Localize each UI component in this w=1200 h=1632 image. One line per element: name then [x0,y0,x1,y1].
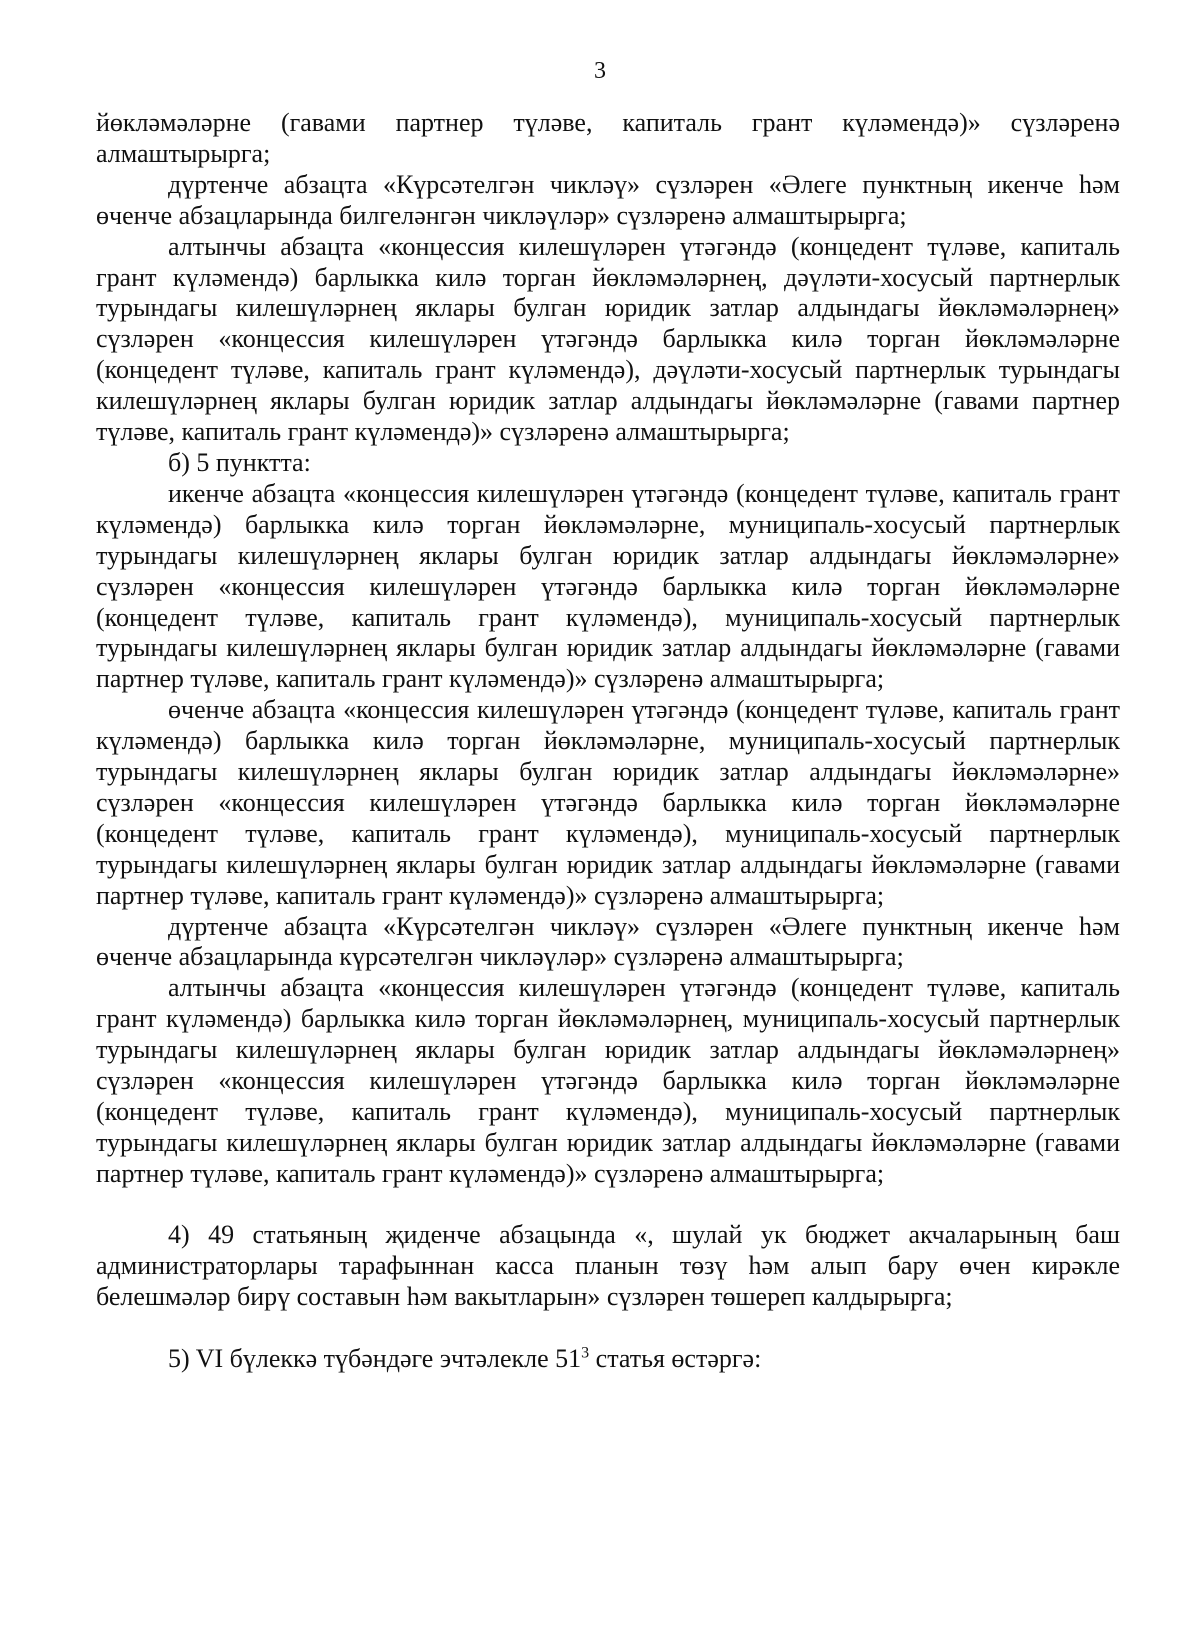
paragraph-7: дүртенче абзацта «Күрсәтелгән чикләү» сүзләрен «Әлеге пунктның икенче һәм өченче абзацларында күрсәтелгән чикләүләр» сүзләренә алмаштырырга; [96,911,1120,972]
item-5-text-after: статья өстәргә: [589,1344,762,1374]
paragraph-item-4: 4) 49 статьяның җиденче абзацында «, шулай ук бюджет акчаларының баш администраторлары тарафыннан касса планын төзү һәм алып бару өчен кирәкле белешмәләр бирү составын һәм вакытларын» сүзләрен төшереп калдырырга; [96,1219,1120,1311]
page-number: 3 [594,58,606,84]
paragraph-6: өченче абзацта «концессия килешүләрен үтәгәндә (концедент түләве, капиталь грант күләмендә) барлыкка килә торган йөкләмәләрне, муниципаль-хосусый партнерлык турындагы килешүләрнең яклары булган юридик затлар алдындагы йөкләмәләрне» сүзләрен «концессия килешүләрен үтәгәндә барлыкка килә торган йөкләмәләрне (концедент түләве, капиталь грант күләмендә), муниципаль-хосусый партнерлык турындагы килешүләрнең яклары булган юридик затлар алдындагы йөкләмәләрне (гавами партнер түләве, капиталь грант күләмендә)» сүзләренә алмаштырырга; [96,695,1120,910]
paragraph-8: алтынчы абзацта «концессия килешүләрен үтәгәндә (концедент түләве, капиталь грант күләмендә) барлыкка килә торган йөкләмәләрнең, муниципаль-хосусый партнерлык турындагы килешүләрнең яклары булган юридик затлар алдындагы йөкләмәләрнең» сүзләрен «концессия килешүләрен үтәгәндә барлыкка килә торган йөкләмәләрне (концедент түләве, капиталь грант күләмендә), муниципаль-хосусый партнерлык турындагы килешүләрнең яклары булган юридик затлар алдындагы йөкләмәләрне (гавами партнер түләве, капиталь грант күләмендә)» сүзләренә алмаштырырга; [96,973,1120,1188]
paragraph-3: алтынчы абзацта «концессия килешүләрен үтәгәндә (концедент түләве, капиталь грант күләмендә) барлыкка килә торган йөкләмәләрнең, дәүләти-хосусый партнерлык турындагы килешүләрнең яклары булган юридик затлар алдындагы йөкләмәләрнең» сүзләрен «концессия килешүләрен үтәгәндә барлыкка килә торган йөкләмәләрне (концедент түләве, капиталь грант күләмендә), дәүләти-хосусый партнерлык турындагы килешүләрнең яклары булган юридик затлар алдындагы йөкләмәләрне (гавами партнер түләве, капиталь грант күләмендә)» сүзләренә алмаштырырга; [96,231,1120,447]
paragraph-1: йөкләмәләрне (гавами партнер түләве, капиталь грант күләмендә)» сүзләренә алмаштырырга; [96,108,1120,168]
item-5-text-before: 5) VI бүлеккә түбәндәге эчтәлекле 51 [168,1344,582,1374]
item-5-superscript: 3 [581,1344,590,1362]
paragraph-4-subitem-b: б) 5 пунктта: [168,447,311,477]
paragraph-item-5 [96,1344,1120,1375]
document-body [96,108,1120,1375]
paragraph-2: дүртенче абзацта «Күрсәтелгән чикләү» сүзләрен «Әлеге пунктның икенче һәм өченче абзацларында билгеләнгән чикләүләр» сүзләренә алмаштырырга; [96,169,1120,230]
paragraph-5: икенче абзацта «концессия килешүләрен үтәгәндә (концедент түләве, капиталь грант күләмендә) барлыкка килә торган йөкләмәләрне, муниципаль-хосусый партнерлык турындагы килешүләрнең яклары булган юридик затлар алдындагы йөкләмәләрне» сүзләрен «концессия килешүләрен үтәгәндә барлыкка килә торган йөкләмәләрне (концедент түләве, капиталь грант күләмендә), муниципаль-хосусый партнерлык турындагы килешүләрнең яклары булган юридик затлар алдындагы йөкләмәләрне (гавами партнер түләве, капиталь грант күләмендә)» сүзләренә алмаштырырга; [96,478,1120,694]
